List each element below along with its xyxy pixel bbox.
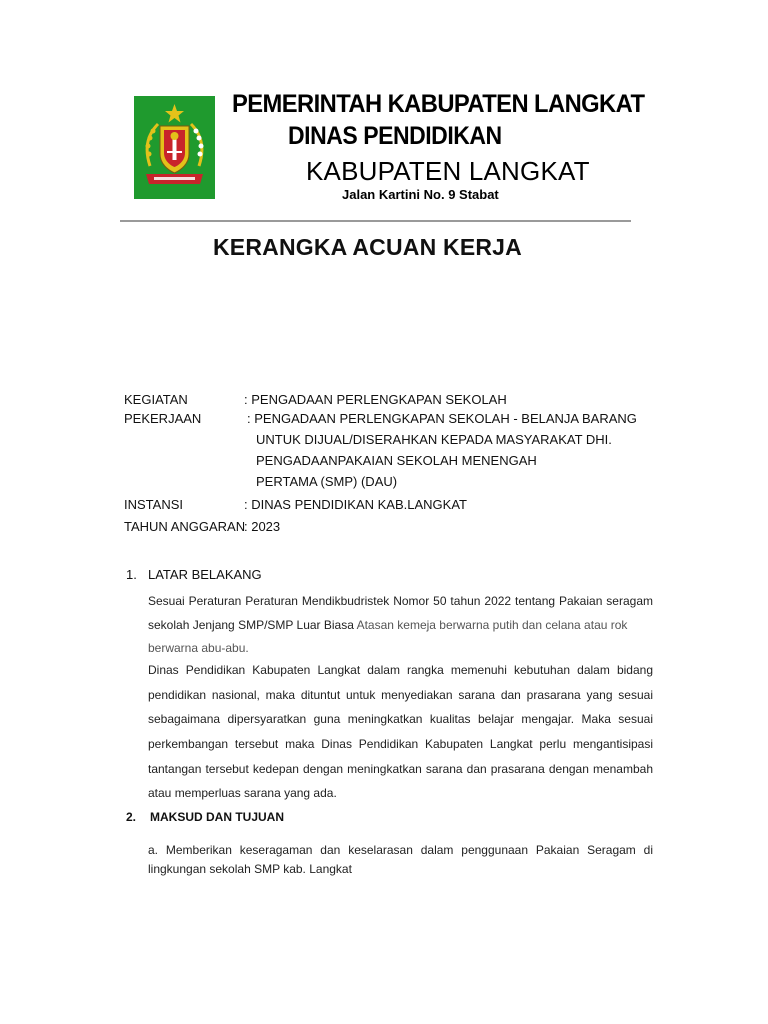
section1-heading: LATAR BELAKANG [148, 567, 262, 582]
pekerjaan-label: PEKERJAAN [124, 411, 202, 426]
letterhead-address: Jalan Kartini No. 9 Stabat [342, 187, 499, 202]
section1-number: 1. [126, 567, 137, 582]
pekerjaan-line: : PENGADAAN PERLENGKAPAN SEKOLAH - BELANJA BARANG [247, 411, 637, 426]
paragraph-segment: sekolah Jenjang SMP/SMP Luar Biasa [148, 618, 354, 632]
paragraph-line: pendidikan nasional, maka dituntut untuk menyediakan sarana dan prasarana yang sesuai [148, 688, 653, 702]
paragraph-line: perkembangan tersebut maka Dinas Pendidikan Kabupaten Langkat perlu mengantisipasi [148, 737, 653, 751]
document-title: KERANGKA ACUAN KERJA [213, 234, 522, 260]
tahun-label: TAHUN ANGGARAN [124, 519, 246, 534]
pekerjaan-line: PERTAMA (SMP) (DAU) [256, 474, 398, 489]
tahun-value: : 2023 [244, 519, 281, 534]
paragraph-line: lingkungan sekolah SMP kab. Langkat [148, 862, 352, 876]
paragraph-segment: Atasan kemeja berwarna putih dan celana atau rok [353, 618, 628, 632]
letterhead-government: PEMERINTAH KABUPATEN LANGKAT [232, 90, 645, 118]
section2-number: 2. [126, 810, 137, 824]
paragraph-line: Sesuai Peraturan Peraturan Mendikbudristek Nomor 50 tahun 2022 tentang Pakaian seragam [148, 594, 653, 608]
paragraph-line: a. Memberikan keseragaman dan keselarasan dalam penggunaan Pakaian Seragam di [148, 843, 653, 857]
letterhead-divider [120, 220, 631, 222]
instansi-label: INSTANSI [124, 497, 183, 512]
pekerjaan-line: UNTUK DIJUAL/DISERAHKAN KEPADA MASYARAKAT DHI. [256, 432, 612, 447]
pekerjaan-line: PENGADAANPAKAIAN SEKOLAH MENENGAH [256, 453, 537, 468]
langkat-emblem-icon [134, 96, 215, 199]
instansi-value: : DINAS PENDIDIKAN KAB.LANGKAT [244, 497, 467, 512]
section2-heading: MAKSUD DAN TUJUAN [150, 810, 284, 824]
paragraph-line [148, 618, 653, 632]
paragraph-line: atau memperluas sarana yang ada. [148, 786, 337, 800]
kegiatan-label: KEGIATAN [124, 392, 188, 407]
regency-logo [134, 96, 215, 199]
paragraph-line: berwarna abu-abu. [148, 641, 249, 655]
letterhead-agency: DINAS PENDIDIKAN [288, 122, 502, 150]
paragraph-line: sebagaimana dipersyaratkan guna meningkatkan kualitas belajar mengajar. Maka sesuai [148, 712, 653, 726]
kegiatan-value: : PENGADAAN PERLENGKAPAN SEKOLAH [244, 392, 507, 407]
paragraph-line: tantangan tersebut kedepan dengan meningkatkan sarana dan prasarana dengan menambah [148, 762, 653, 776]
paragraph-line: Dinas Pendidikan Kabupaten Langkat dalam rangka memenuhi kebutuhan dalam bidang [148, 663, 653, 677]
letterhead-regency: KABUPATEN LANGKAT [306, 156, 590, 186]
